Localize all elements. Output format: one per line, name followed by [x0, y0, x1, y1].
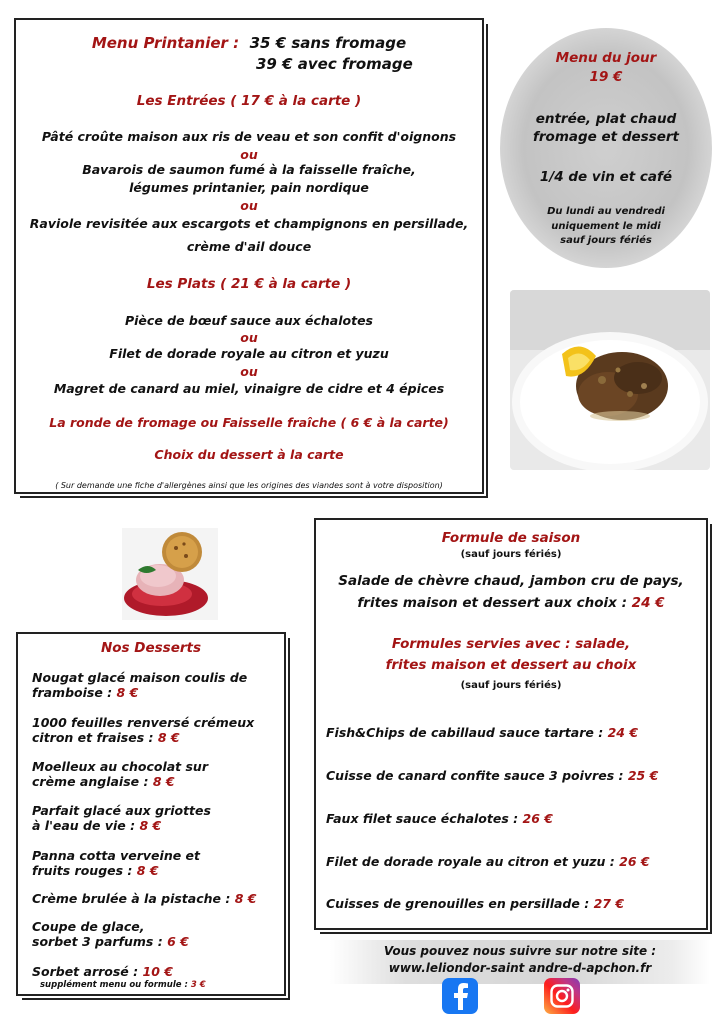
ou-separator: ou — [240, 364, 258, 379]
dessert-item-name: 1000 feuilles renversé crémeux — [32, 715, 255, 730]
formule-item-label: Faux filet sauce échalotes : — [326, 811, 519, 826]
entree-line: Raviole revisitée aux escargots et champignons en persillade, — [29, 216, 469, 231]
dessert-item-price: 6 € — [167, 934, 189, 949]
dessert-item-name: Parfait glacé aux griottes — [32, 803, 211, 818]
dessert-item-price: 8 € — [152, 774, 175, 789]
ou-separator: ou — [240, 330, 258, 345]
dessert-item-price: 8 € — [136, 863, 159, 878]
formule-item — [326, 854, 650, 869]
dessert-item-name: à l'eau de vie : — [32, 818, 136, 833]
plat-line: Filet de dorade royale au citron et yuzu — [109, 346, 389, 361]
dessert-item-price: 10 € — [142, 964, 173, 979]
dessert-item-name: Sorbet arrosé : — [32, 964, 139, 979]
formule-sub: (sauf jours fériés) — [460, 549, 562, 560]
formule-item-price: 27 € — [593, 896, 625, 911]
price-sans-fromage: 35 € sans fromage — [249, 34, 407, 52]
facebook-glyph — [449, 982, 471, 1010]
supplement-label: supplément menu ou formule : — [40, 980, 188, 990]
dessert-item-name: Moelleux au chocolat sur — [32, 759, 208, 774]
supplement-price: 3 € — [190, 980, 206, 990]
formule-line-price: 24 € — [631, 595, 665, 611]
entrees-title: Les Entrées ( 17 € à la carte ) — [136, 93, 362, 109]
footer-band — [330, 940, 710, 984]
formules-servies-title: Formules servies avec : salade, — [391, 636, 631, 652]
dessert-item — [32, 848, 200, 878]
dessert-item — [32, 891, 256, 906]
desserts-title: Nos Desserts — [100, 640, 202, 656]
formule-item — [326, 768, 658, 783]
dessert-item-name: Crème brulée à la pistache : — [32, 891, 231, 906]
instagram-icon[interactable] — [544, 978, 580, 1014]
formule-line — [316, 595, 706, 611]
dessert-item — [32, 803, 211, 833]
menu-du-jour-circle — [500, 28, 712, 268]
formule-saison-box — [314, 518, 708, 930]
menu-du-jour-line: 1/4 de vin et café — [539, 169, 673, 185]
formules-servies-sub: (sauf jours fériés) — [460, 680, 562, 691]
formule-item — [326, 811, 553, 826]
menu-du-jour-note: sauf jours fériés — [560, 235, 652, 246]
dessert-item-name: Nougat glacé maison coulis de — [32, 670, 248, 685]
formule-item-label: Cuisses de grenouilles en persillade : — [326, 896, 590, 911]
menu-du-jour-line: entrée, plat chaud — [535, 111, 677, 127]
menu-du-jour-note: uniquement le midi — [551, 221, 661, 232]
ou-separator: ou — [240, 147, 258, 162]
formule-item-label: Filet de dorade royale au citron et yuzu : — [326, 854, 615, 869]
dessert-item-price: 8 € — [157, 730, 180, 745]
formule-line: Salade de chèvre chaud, jambon cru de pays, — [338, 573, 684, 589]
price-avec-fromage: 39 € avec fromage — [256, 55, 413, 73]
plat-line: Pièce de bœuf sauce aux échalotes — [124, 313, 373, 328]
formule-item — [326, 725, 638, 740]
dessert-image — [122, 528, 218, 620]
formule-item-label: Fish&Chips de cabillaud sauce tartare : — [326, 725, 604, 740]
dessert-item-name: citron et fraises : — [32, 730, 154, 745]
footer-website-link[interactable]: www.leliondor-saint andre-d-apchon.fr — [388, 961, 652, 975]
menu-du-jour-title: Menu du jour — [555, 50, 657, 66]
dessert-photo — [122, 528, 218, 620]
plat-image — [510, 290, 710, 470]
dessert-item-name: crème anglaise : — [32, 774, 149, 789]
instagram-glyph — [549, 983, 575, 1009]
dessert-item-name: Panna cotta verveine et — [32, 848, 200, 863]
formule-item-label: Cuisse de canard confite sauce 3 poivres : — [326, 768, 624, 783]
menu-printanier-title: Menu Printanier : — [91, 34, 240, 52]
dessert-carte-line: Choix du dessert à la carte — [154, 447, 344, 462]
entree-line: crème d'ail douce — [186, 239, 312, 254]
plat-photo — [510, 290, 710, 470]
dessert-item — [32, 670, 247, 700]
dessert-item-name: fruits rouges : — [32, 863, 133, 878]
dessert-item — [32, 919, 189, 949]
menu-du-jour-line: fromage et dessert — [533, 129, 679, 145]
ou-separator: ou — [240, 198, 258, 213]
formule-item-price: 24 € — [607, 725, 639, 740]
fromage-line: La ronde de fromage ou Faisselle fraîche ( 6 € à la carte) — [49, 415, 449, 430]
menu-printanier-box — [14, 18, 484, 494]
facebook-icon[interactable] — [442, 978, 478, 1014]
dessert-item — [32, 715, 254, 745]
allergenes-note: ( Sur demande une fiche d'allergènes ainsi que les origines des viandes sont à votre disposition) — [55, 481, 443, 490]
formule-item-price: 25 € — [627, 768, 659, 783]
supplement-note — [40, 980, 206, 990]
formules-servies-title: frites maison et dessert au choix — [385, 657, 637, 673]
formule-item-price: 26 € — [619, 854, 650, 869]
formule-item — [326, 896, 624, 911]
formule-line-text: frites maison et dessert aux choix : — [357, 595, 627, 611]
dessert-item-name: framboise : — [32, 685, 113, 700]
formule-item-price: 26 € — [522, 811, 553, 826]
formule-title: Formule de saison — [441, 530, 581, 546]
plat-line: Magret de canard au miel, vinaigre de cidre et 4 épices — [53, 381, 445, 396]
dessert-item-name: sorbet 3 parfums : — [32, 934, 163, 949]
dessert-item — [32, 964, 173, 979]
dessert-item — [32, 759, 208, 789]
menu-du-jour-note: Du lundi au vendredi — [547, 206, 665, 217]
entree-line: légumes printanier, pain nordique — [129, 180, 369, 195]
dessert-item-price: 8 € — [234, 891, 257, 906]
menu-printanier-heading — [16, 34, 482, 52]
desserts-box — [16, 632, 286, 996]
entree-line: Bavarois de saumon fumé à la faisselle fraîche, — [82, 162, 416, 177]
plats-title: Les Plats ( 21 € à la carte ) — [146, 276, 352, 292]
dessert-item-name: Coupe de glace, — [32, 919, 145, 934]
entree-line: Pâté croûte maison aux ris de veau et son confit d'oignons — [41, 129, 457, 144]
footer-follow-text: Vous pouvez nous suivre sur notre site : — [383, 944, 657, 958]
dessert-item-price: 8 € — [139, 818, 162, 833]
menu-du-jour-price: 19 € — [589, 69, 623, 85]
dessert-item-price: 8 € — [116, 685, 139, 700]
